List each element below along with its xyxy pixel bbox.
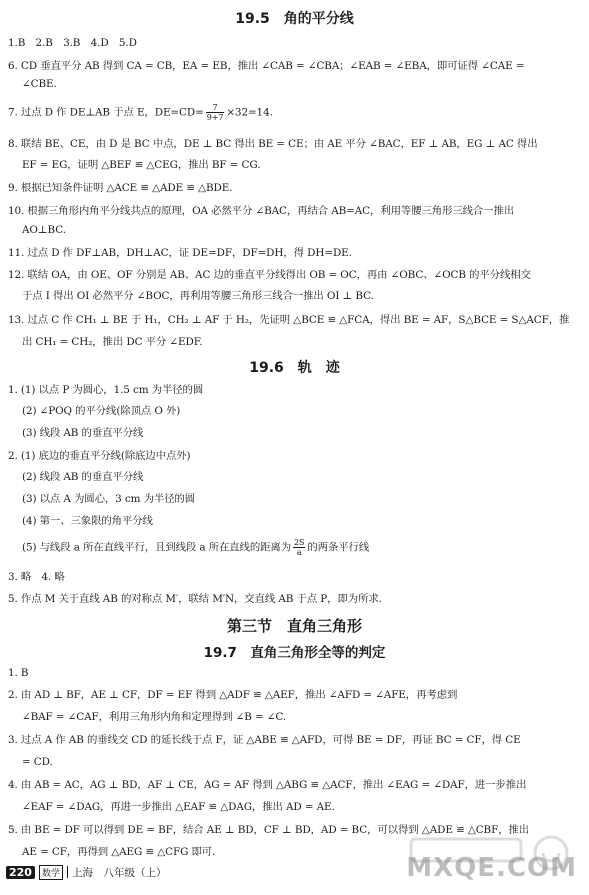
answer-11: 11. 过点 D 作 DF⊥AB，DH⊥AC，证 DE=DF，DF=DH，得 DH=DE.: [8, 247, 352, 259]
locus-answer-1-1: 1. (1) 以点 P 为圆心，1.5 cm 为半径的圆: [8, 384, 204, 396]
locus-answer-2-2: (2) 线段 AB 的垂直平分线: [22, 471, 144, 483]
congruence-answer-5-line-2: AE = CF，再得到 △AEG ≌ △CFG 即可.: [22, 846, 216, 858]
answer-8-line-2: EF = EG，证明 △BEF ≌ △CEG，推出 BF = CG.: [22, 159, 261, 171]
answer-10-line-2: AO⊥BC.: [22, 224, 66, 236]
locus-answer-2-5: [22, 538, 369, 557]
congruence-answer-2-line-1: 2. 由 AD ⊥ BF，AE ⊥ CF，DF = EF 得到 △ADF ≌ △AEF，推出 ∠AFD = ∠AFE，再考虑到: [8, 689, 458, 701]
answer-13-line-1: 13. 过点 C 作 CH₁ ⊥ BE 于 H₁，CH₂ ⊥ AF 于 H₂，先证明 △BCE ≌ △FCA，得出 BE = AF，S△BCE = S△ACF，推: [8, 314, 570, 326]
answer-9: 9. 根据已知条件证明 △ACE ≌ △ADE ≌ △BDE.: [8, 182, 233, 194]
locus-answer-2-5-text: (5) 与线段 a 所在直线平行，且到线段 a 所在直线的距离为: [22, 541, 292, 554]
answer-7: [8, 103, 273, 122]
subject-label: 数学: [39, 865, 63, 880]
answer-7-fraction: [206, 103, 225, 122]
answer-10-line-1: 10. 根据三角形内角平分线共点的原理，OA 必然平分 ∠BAC，再结合 AB=AC，利用等腰三角形三线合一推出: [8, 205, 515, 217]
section-heading-19-6: 19.6 轨 迹: [249, 360, 340, 376]
answer-8-line-1: 8. 联结 BE、CE，由 D 是 BC 中点，DE ⊥ BC 得出 BE = CE；由 AE 平分 ∠BAC，EF ⊥ AB，EG ⊥ AC 得出: [8, 138, 538, 150]
answers-1-5: 1.B 2.B 3.B 4.D 5.D: [8, 37, 137, 49]
locus-answer-2-5-fraction: [293, 538, 305, 557]
congruence-answer-5-line-1: 5. 由 BE = DF 可以得到 DE = BF，结合 AE ⊥ BD，CF ⊥ BD，AD = BC，可以得到 △ADE ≌ △CBF，推出: [8, 824, 530, 836]
chapter-heading: 第三节 直角三角形: [226, 617, 362, 635]
fraction-denominator: a: [296, 548, 302, 557]
congruence-answer-3-line-1: 3. 过点 A 作 AB 的垂线交 CD 的延长线于点 F，证 △ABE ≌ △AFD，可得 BE = DF，再证 BC = CF，得 CE: [8, 734, 521, 746]
congruence-answer-4-line-1: 4. 由 AB = AC，AG ⊥ BD，AF ⊥ CE，AG = AF 得到 △ABG ≌ △ACF，推出 ∠EAG = ∠DAF，进一步推出: [8, 779, 527, 791]
fraction-denominator: 9+7: [206, 113, 224, 122]
locus-answer-1-3: (3) 线段 AB 的垂直平分线: [22, 427, 144, 439]
answer-7-text: 7. 过点 D 作 DE⊥AB 于点 E，DE=CD=: [8, 106, 204, 119]
section-heading-19-5: 19.5 角的平分线: [235, 11, 354, 27]
congruence-answer-1: 1. B: [8, 667, 29, 679]
locus-answers-3-4: 3. 略 4. 略: [8, 571, 65, 583]
locus-answer-2-5-tail: 的两条平行线: [307, 541, 370, 554]
answer-12-line-1: 12. 联结 OA，由 OE、OF 分别是 AB、AC 边的垂直平分线得出 OB = OC，再由 ∠OBC、∠OCB 的平分线相交: [8, 269, 531, 281]
page-number: 220: [6, 866, 35, 879]
answer-6-line-2: ∠CBE.: [22, 78, 57, 90]
congruence-answer-3-line-2: = CD.: [22, 756, 53, 768]
book-label: 上海 八年级（上）: [71, 866, 167, 879]
locus-answer-1-2: (2) ∠POQ 的平分线(除顶点 O 外): [22, 405, 181, 417]
page-footer: [6, 864, 166, 880]
answer-7-tail: ×32=14.: [226, 106, 273, 119]
locus-answer-2-4: (4) 第一、三象限的角平分线: [22, 515, 153, 527]
answer-6-line-1: 6. CD 垂直平分 AB 得到 CA = CB，EA = EB，推出 ∠CAB = ∠CBA；∠EAB = ∠EBA，即可证得 ∠CAE =: [8, 60, 525, 72]
answer-13-line-2: 出 CH₁ = CH₂，推出 DC 平分 ∠EDF.: [22, 336, 203, 348]
locus-answer-2-3: (3) 以点 A 为圆心，3 cm 为半径的圆: [22, 493, 196, 505]
watermark-text: MXQE.COM: [406, 853, 577, 883]
locus-answer-5: 5. 作点 M 关于直线 AB 的对称点 M′，联结 M′N，交直线 AB 于点 P，即为所求.: [8, 593, 382, 605]
section-heading-19-7: 19.7 直角三角形全等的判定: [203, 645, 386, 661]
congruence-answer-2-line-2: ∠BAF = ∠CAF，利用三角形内角和定理得到 ∠B = ∠C.: [22, 711, 287, 723]
congruence-answer-4-line-2: ∠EAF = ∠DAG，再进一步推出 △EAF ≌ △DAG，推出 AD = AE.: [22, 801, 335, 813]
locus-answer-2-1: 2. (1) 底边的垂直平分线(除底边中点外): [8, 450, 191, 462]
footer-divider: [67, 866, 68, 878]
fraction-numerator: 7: [206, 103, 225, 113]
fraction-numerator: 2S: [294, 538, 305, 547]
answer-12-line-2: 于点 I 得出 OI 必然平分 ∠BOC，再利用等腰三角形三线合一推出 OI ⊥ BC.: [22, 290, 374, 302]
